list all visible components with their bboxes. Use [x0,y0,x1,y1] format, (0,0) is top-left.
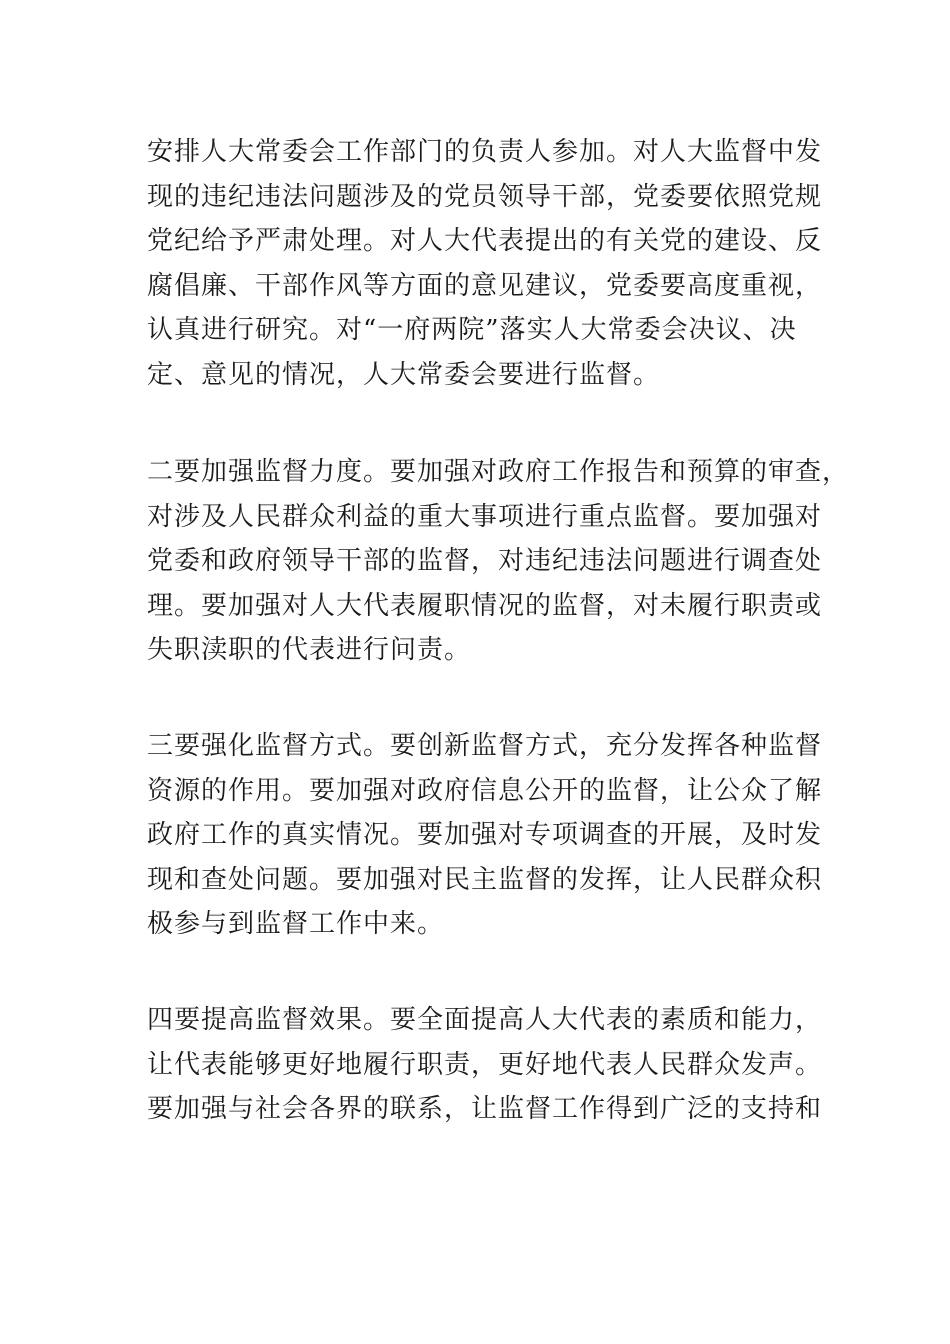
text-line: 三要强化监督方式。要创新监督方式，充分发挥各种监督 [147,731,823,761]
text-line: 对涉及人民群众利益的重大事项进行重点监督。要加强对 [147,501,823,532]
paragraph-supervision-methods [147,724,823,947]
text-line: 安排人大常委会工作部门的负责人参加。对人大监督中发 [147,137,823,167]
text-line: 二要加强监督力度。要加强对政府工作报告和预算的审查， [147,457,850,487]
paragraph-supervision-effect [147,998,823,1132]
text-line: 现的违纪违法问题涉及的党员领导干部，党委要依照党规 [147,181,823,212]
paragraph-continuation [147,130,823,397]
text-line: 四要提高监督效果。要全面提高人大代表的素质和能力， [147,1005,823,1035]
text-line: 要加强与社会各界的联系，让监督工作得到广泛的支持和 [147,1094,823,1124]
text-line: 理。要加强对人大代表履职情况的监督，对未履行职责或 [147,590,823,621]
text-line: 党纪给予严肃处理。对人大代表提出的有关党的建设、反 [147,226,823,256]
text-line: 腐倡廉、干部作风等方面的意见建议，党委要高度重视， [147,270,823,301]
text-line: 现和查处问题。要加强对民主监督的发挥，让人民群众积 [147,864,823,895]
text-line: 认真进行研究。对“一府两院”落实人大常委会决议、决 [147,315,797,345]
text-line: 政府工作的真实情况。要加强对专项调查的开展，及时发 [147,820,823,850]
text-line: 极参与到监督工作中来。 [147,909,445,939]
text-line: 失职渎职的代表进行问责。 [147,635,472,665]
text-line: 让代表能够更好地履行职责，更好地代表人民群众发声。 [147,1049,823,1080]
text-line: 定、意见的情况，人大常委会要进行监督。 [147,359,661,390]
text-line: 资源的作用。要加强对政府信息公开的监督，让公众了解 [147,775,823,806]
paragraph-supervision-strength [147,450,850,673]
text-line: 党委和政府领导干部的监督，对违纪违法问题进行调查处 [147,546,823,576]
